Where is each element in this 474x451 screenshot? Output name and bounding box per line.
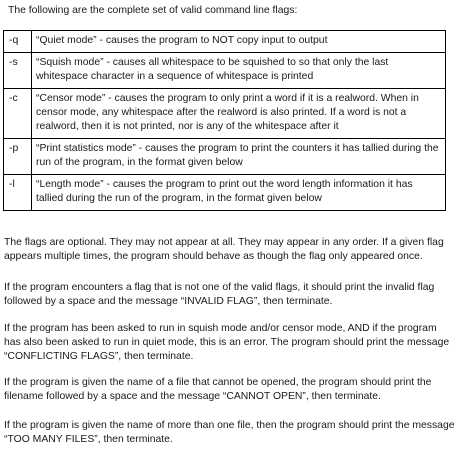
flag-description: “Squish mode” - causes all whitespace to be squished to so that only the last whitespace character in a sequence of whitespace is printed — [32, 53, 446, 89]
table-row-quiet — [4, 31, 446, 53]
paragraph-too-many-files: If the program is given the name of more than one file, then the program should print the message “TOO MANY FILES”, then terminate. — [4, 420, 455, 445]
paragraph-conflicting-flags: If the program has been asked to run in squish mode and/or censor mode, AND if the program has also been asked to run in quiet mode, this is an error. The program should print the message “CONFLICTING FLAGS”, then terminate. — [4, 323, 450, 362]
flag-description: “Quiet mode” - causes the program to NOT copy input to output — [32, 31, 446, 53]
table-row-censor — [4, 89, 446, 139]
flags-table — [3, 30, 446, 211]
table-row-length — [4, 175, 446, 211]
document-page — [8, 4, 468, 18]
table-row-print-statistics — [4, 139, 446, 175]
paragraph-invalid-flag: If the program encounters a flag that is not one of the valid flags, it should print the invalid flag followed by a space and the message “INVALID FLAG”, then terminate. — [4, 282, 435, 307]
flag-cell: -l — [4, 175, 32, 211]
flag-cell: -q — [4, 31, 32, 53]
flag-cell: -c — [4, 89, 32, 139]
flag-description: “Censor mode” - causes the program to only print a word if it is a realword. When in censor mode, any whitespace after the realword is also printed. If a word is not a realword, then it is not printed, nor is any of the whitespace after it — [32, 89, 446, 139]
table-row-squish — [4, 53, 446, 89]
paragraph-optional-flags: The flags are optional. They may not appear at all. They may appear in any order. If a given flag appears multiple times, the program should behave as though the flag only appeared once. — [4, 237, 444, 262]
flag-cell: -p — [4, 139, 32, 175]
intro-text: The following are the complete set of valid command line flags: — [8, 5, 298, 16]
paragraph-cannot-open: If the program is given the name of a file that cannot be opened, the program should print the filename followed by a space and the message “CANNOT OPEN”, then terminate. — [4, 377, 432, 402]
flag-description: “Length mode” - causes the program to print out the word length information it has tallied during the run of the program, in the format given below — [32, 175, 446, 211]
flag-description: “Print statistics mode” - causes the program to print the counters it has tallied during the run of the program, in the format given below — [32, 139, 446, 175]
flag-cell: -s — [4, 53, 32, 89]
